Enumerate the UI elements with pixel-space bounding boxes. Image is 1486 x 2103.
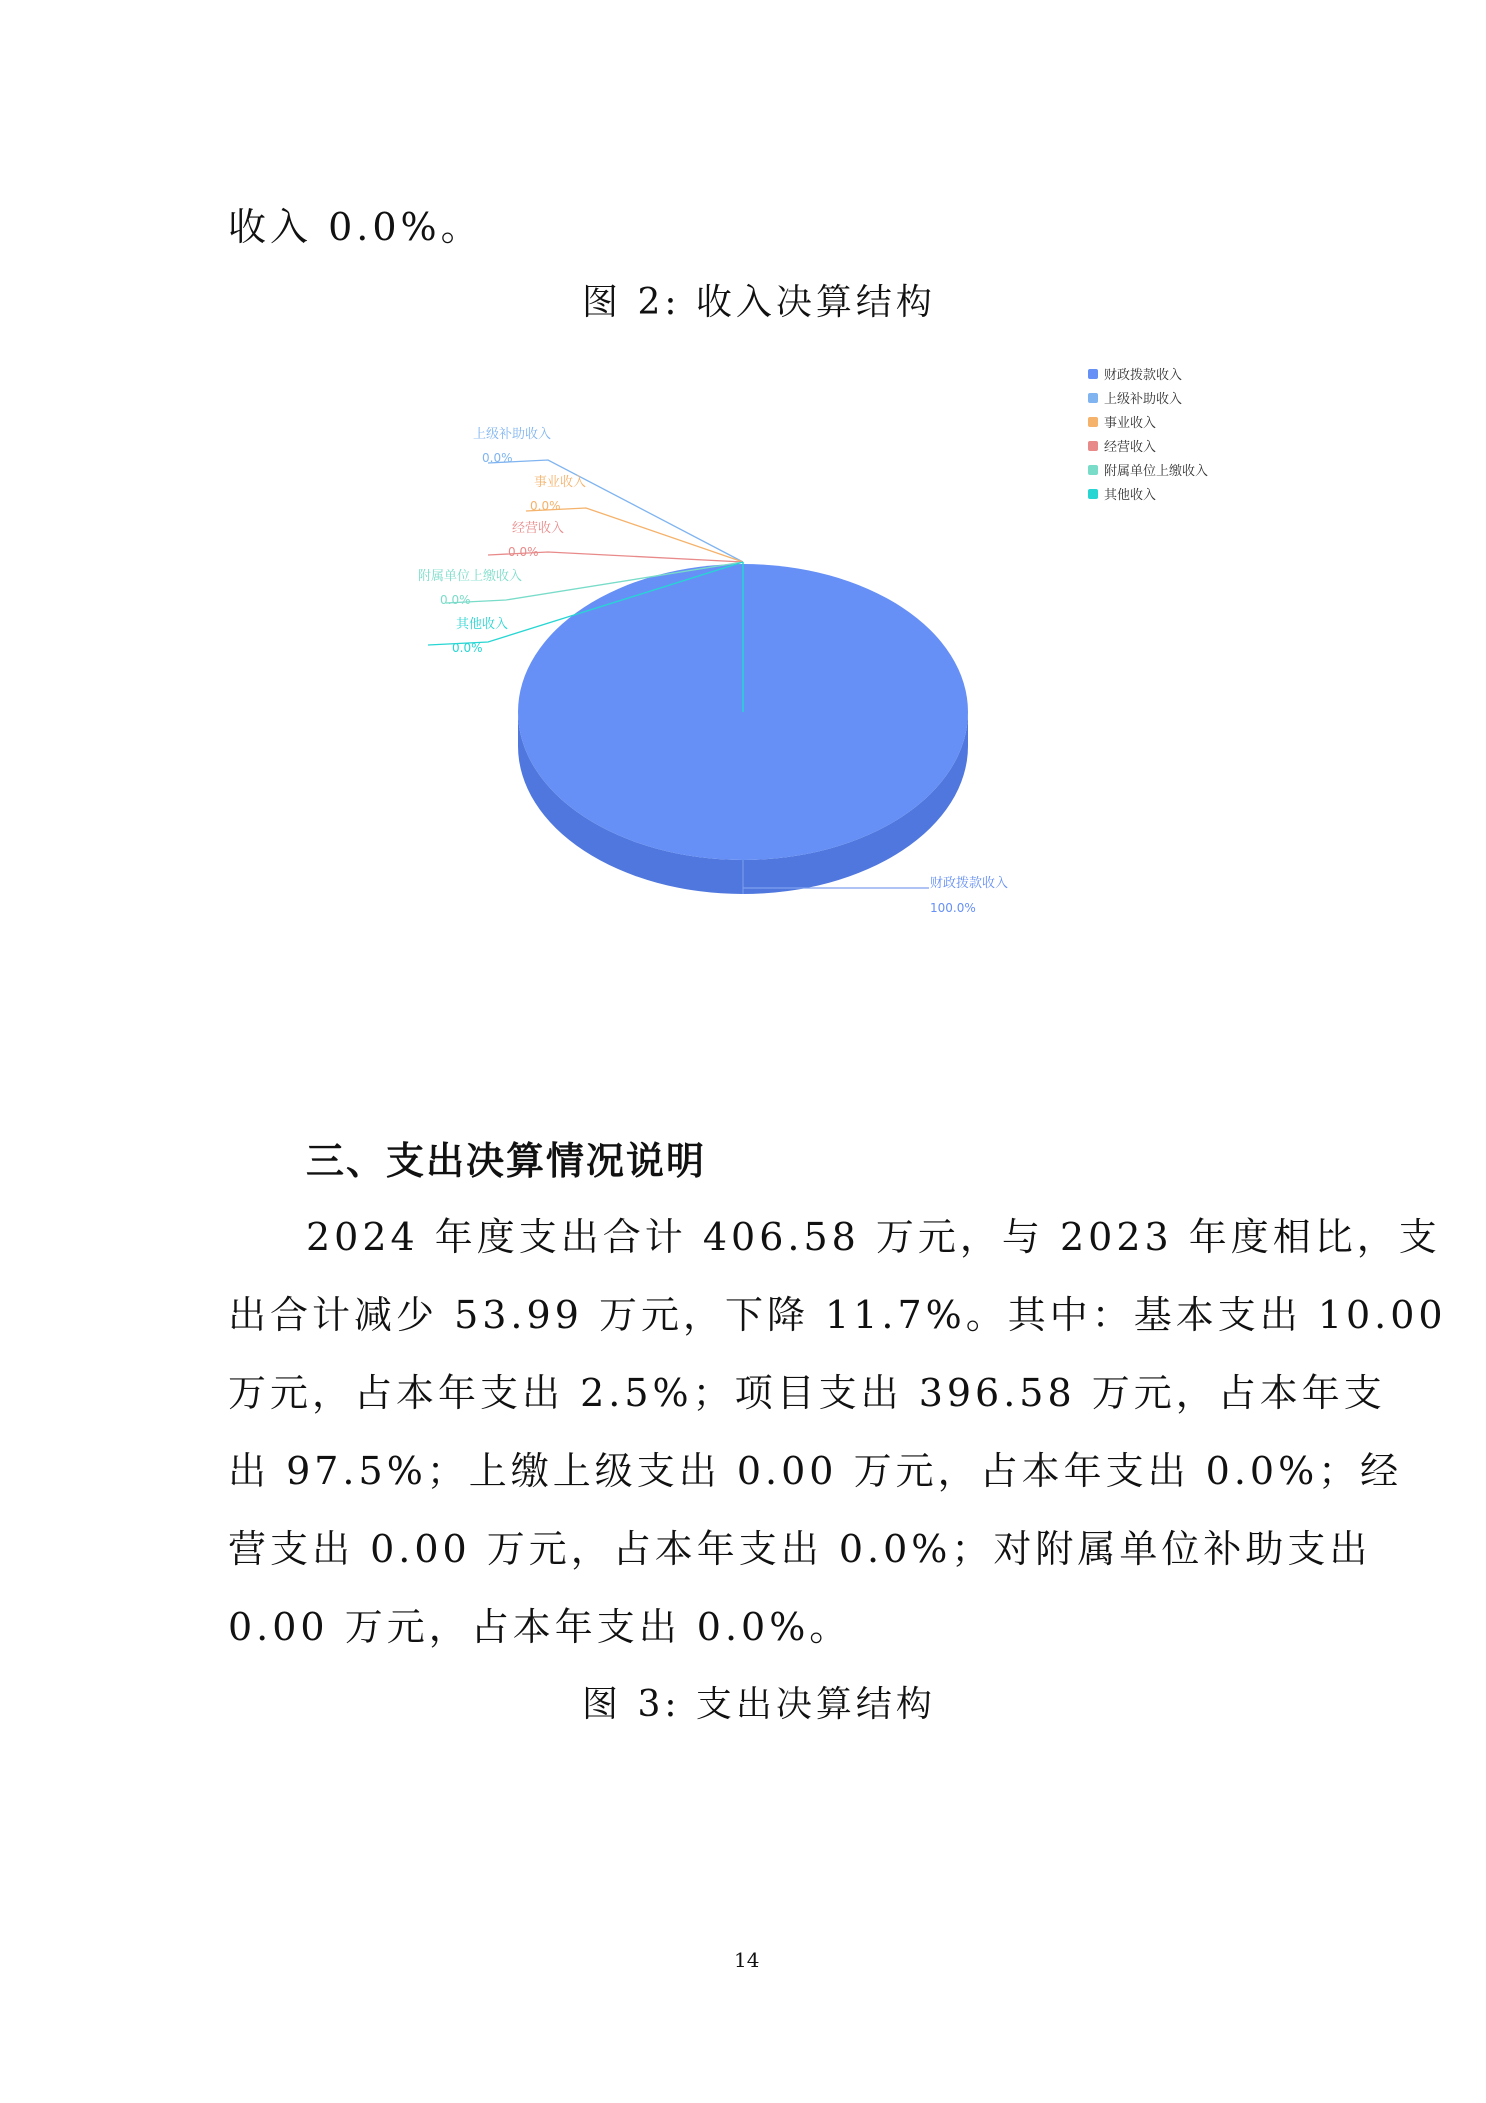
slice-label-0: 财政拨款收入 — [930, 876, 1009, 891]
slice-value-5: 0.0% — [452, 641, 483, 655]
legend-marker-2 — [1088, 417, 1098, 427]
page-number: 14 — [734, 1948, 760, 1972]
legend-marker-0 — [1088, 369, 1098, 379]
top-text: 收入 0.0%。 — [228, 205, 483, 249]
slice-value-0: 100.0% — [930, 901, 976, 915]
paragraph-line-6: 0.00 万元，占本年支出 0.0%。 — [228, 1605, 852, 1649]
slice-label-5: 其他收入 — [455, 617, 509, 632]
legend-item-3: 经营收入 — [1104, 440, 1157, 455]
slice-value-2: 0.0% — [530, 499, 561, 513]
slice-value-4: 0.0% — [440, 593, 471, 607]
slice-value-3: 0.0% — [508, 545, 539, 559]
slice-label-3: 经营收入 — [511, 521, 565, 536]
paragraph-line-3: 万元，占本年支出 2.5%；项目支出 396.58 万元，占本年支 — [228, 1371, 1386, 1415]
legend-item-4: 附属单位上缴收入 — [1104, 464, 1209, 479]
legend-item-2: 事业收入 — [1104, 416, 1157, 431]
slice-label-1: 上级补助收入 — [472, 427, 552, 442]
legend-marker-5 — [1088, 489, 1098, 499]
legend-marker-1 — [1088, 393, 1098, 403]
paragraph-line-4: 出 97.5%；上缴上级支出 0.00 万元，占本年支出 0.0%；经 — [228, 1449, 1403, 1493]
slice-label-2: 事业收入 — [533, 475, 587, 490]
legend-item-0: 财政拨款收入 — [1104, 368, 1183, 383]
slice-label-4: 附属单位上缴收入 — [417, 569, 523, 584]
section-heading: 三、支出决算情况说明 — [306, 1139, 707, 1183]
legend-item-5: 其他收入 — [1104, 488, 1157, 503]
paragraph-line-2: 出合计减少 53.99 万元，下降 11.7%。其中：基本支出 10.00 — [228, 1293, 1447, 1337]
income-pie-chart — [0, 0, 1486, 1000]
legend-marker-3 — [1088, 441, 1098, 451]
paragraph-line-5: 营支出 0.00 万元，占本年支出 0.0%；对附属单位补助支出 — [228, 1527, 1372, 1571]
paragraph-line-1: 2024 年度支出合计 406.58 万元，与 2023 年度相比，支 — [306, 1215, 1441, 1259]
figure2-caption: 图 2: 收入决算结构 — [582, 282, 936, 323]
figure3-caption: 图 3: 支出决算结构 — [582, 1684, 936, 1725]
legend-item-1: 上级补助收入 — [1104, 392, 1183, 407]
legend-marker-4 — [1088, 465, 1098, 475]
slice-value-1: 0.0% — [482, 451, 513, 465]
